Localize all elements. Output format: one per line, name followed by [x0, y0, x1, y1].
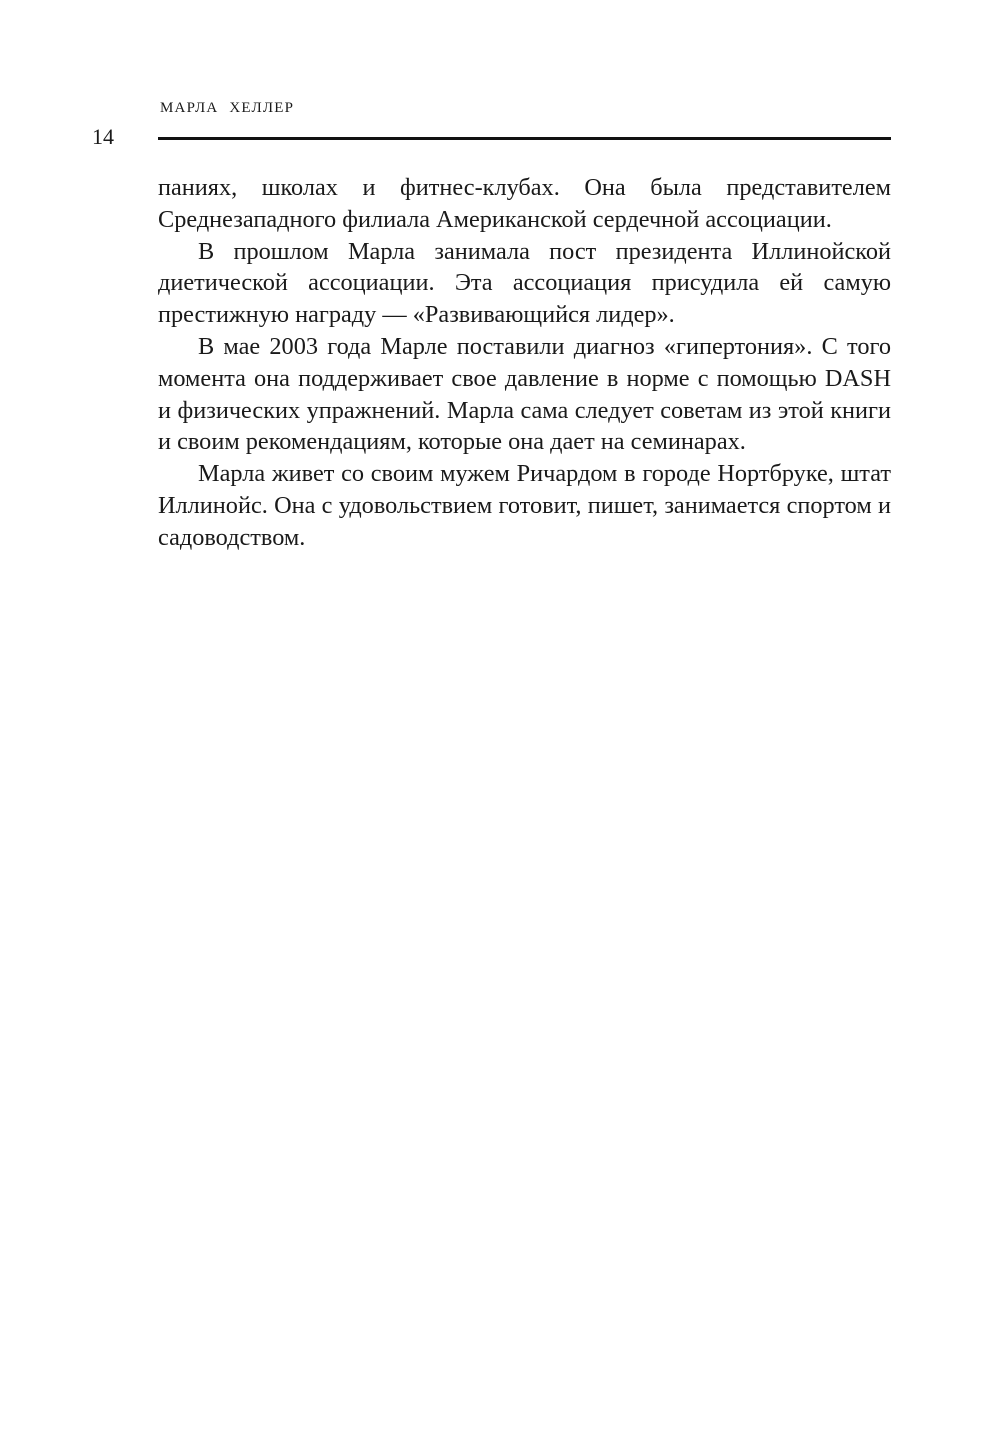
paragraph-1: паниях, школах и фитнес-клубах. Она была представителем Среднезападного филиала Американской сердечной ассоциации. [158, 174, 891, 233]
header-rule [158, 137, 891, 140]
running-head-title: МАРЛА ХЕЛЛЕР [160, 100, 295, 116]
page-number: 14 [92, 124, 114, 149]
body-text [158, 172, 891, 554]
paragraph-4: Марла живет со своим мужем Ричардом в городе Нортбруке, штат Иллинойс. Она с удовольствием готовит, пишет, занимается спортом и садоводством. [158, 460, 891, 551]
paragraph-3: В мае 2003 года Марле поставили диагноз «гипертония». С того момента она поддерживает свое давление в норме с помощью DASH и физических упражнений. Марла сама следует советам из этой книги и своим рекомендациям, которые она дает на семинарах. [158, 332, 891, 456]
paragraph-2: В прошлом Марла занимала пост президента Иллинойской диетической ассоциации. Эта ассоциация присудила ей самую престижную награду — «Развивающийся лидер». [158, 237, 891, 329]
